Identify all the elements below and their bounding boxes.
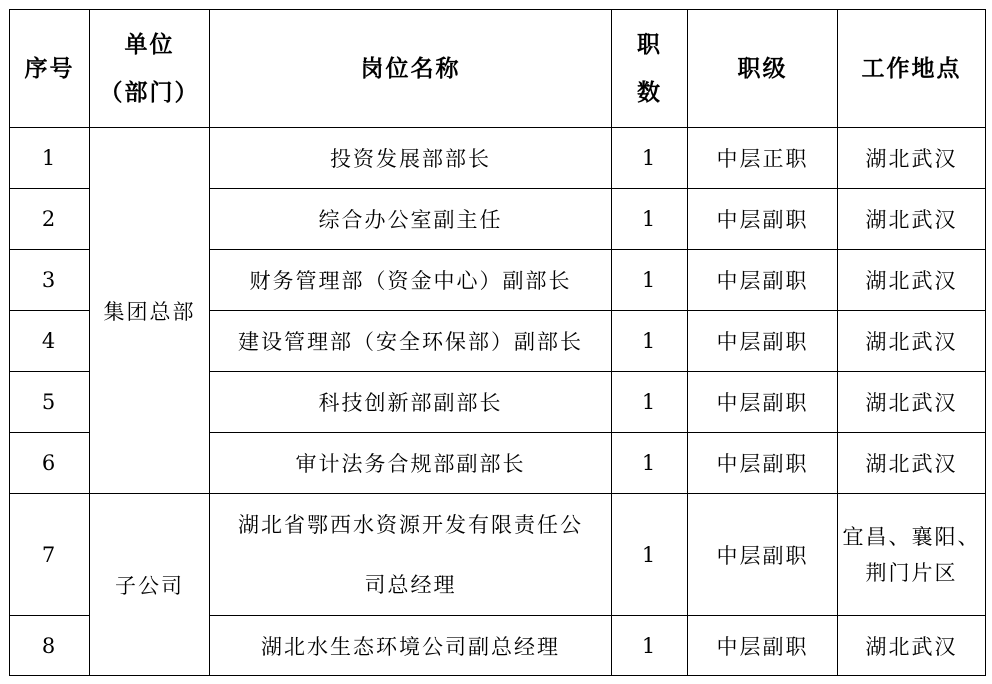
cell-count: 1 xyxy=(612,250,688,311)
cell-post: 审计法务合规部副部长 xyxy=(210,433,612,494)
cell-seq: 6 xyxy=(10,433,90,494)
header-count-line2: 数 xyxy=(637,78,662,106)
cell-post: 科技创新部副部长 xyxy=(210,372,612,433)
cell-level: 中层副职 xyxy=(688,250,838,311)
header-count xyxy=(612,10,688,128)
cell-location: 湖北武汉 xyxy=(838,128,986,189)
header-seq: 序号 xyxy=(10,10,90,128)
cell-post xyxy=(210,494,612,616)
cell-seq: 1 xyxy=(10,128,90,189)
cell-unit-sub: 子公司 xyxy=(90,494,210,676)
cell-post-line1: 湖北省鄂西水资源开发有限责任公 xyxy=(238,512,583,537)
header-unit-line2: （部门） xyxy=(99,78,200,106)
cell-location: 湖北武汉 xyxy=(838,311,986,372)
cell-level: 中层副职 xyxy=(688,494,838,616)
table-header-row xyxy=(10,10,986,128)
header-location: 工作地点 xyxy=(838,10,986,128)
cell-count: 1 xyxy=(612,128,688,189)
cell-level: 中层正职 xyxy=(688,128,838,189)
cell-seq: 8 xyxy=(10,616,90,676)
table-row xyxy=(10,128,986,189)
cell-location: 湖北武汉 xyxy=(838,250,986,311)
header-level: 职级 xyxy=(688,10,838,128)
positions-table xyxy=(9,9,986,676)
cell-seq: 3 xyxy=(10,250,90,311)
header-unit xyxy=(90,10,210,128)
cell-unit-hq: 集团总部 xyxy=(90,128,210,494)
cell-count: 1 xyxy=(612,372,688,433)
cell-level: 中层副职 xyxy=(688,616,838,676)
cell-post: 湖北水生态环境公司副总经理 xyxy=(210,616,612,676)
cell-level: 中层副职 xyxy=(688,372,838,433)
cell-post: 投资发展部部长 xyxy=(210,128,612,189)
cell-location: 湖北武汉 xyxy=(838,616,986,676)
header-post: 岗位名称 xyxy=(210,10,612,128)
cell-post-line2: 司总经理 xyxy=(364,572,457,597)
cell-seq: 7 xyxy=(10,494,90,616)
cell-post: 建设管理部（安全环保部）副部长 xyxy=(210,311,612,372)
cell-count: 1 xyxy=(612,311,688,372)
cell-location: 湖北武汉 xyxy=(838,189,986,250)
cell-location: 湖北武汉 xyxy=(838,372,986,433)
cell-level: 中层副职 xyxy=(688,433,838,494)
cell-count: 1 xyxy=(612,189,688,250)
cell-seq: 4 xyxy=(10,311,90,372)
cell-count: 1 xyxy=(612,433,688,494)
cell-location: 湖北武汉 xyxy=(838,433,986,494)
table-row xyxy=(10,494,986,616)
cell-seq: 2 xyxy=(10,189,90,250)
cell-location xyxy=(838,494,986,616)
cell-post: 综合办公室副主任 xyxy=(210,189,612,250)
cell-location-line2: 荆门片区 xyxy=(865,560,958,585)
cell-count: 1 xyxy=(612,494,688,616)
cell-level: 中层副职 xyxy=(688,189,838,250)
cell-level: 中层副职 xyxy=(688,311,838,372)
cell-count: 1 xyxy=(612,616,688,676)
cell-post: 财务管理部（资金中心）副部长 xyxy=(210,250,612,311)
header-unit-line1: 单位 xyxy=(124,30,175,58)
cell-seq: 5 xyxy=(10,372,90,433)
cell-location-line1: 宜昌、襄阳、 xyxy=(842,524,981,549)
header-count-line1: 职 xyxy=(637,30,662,58)
